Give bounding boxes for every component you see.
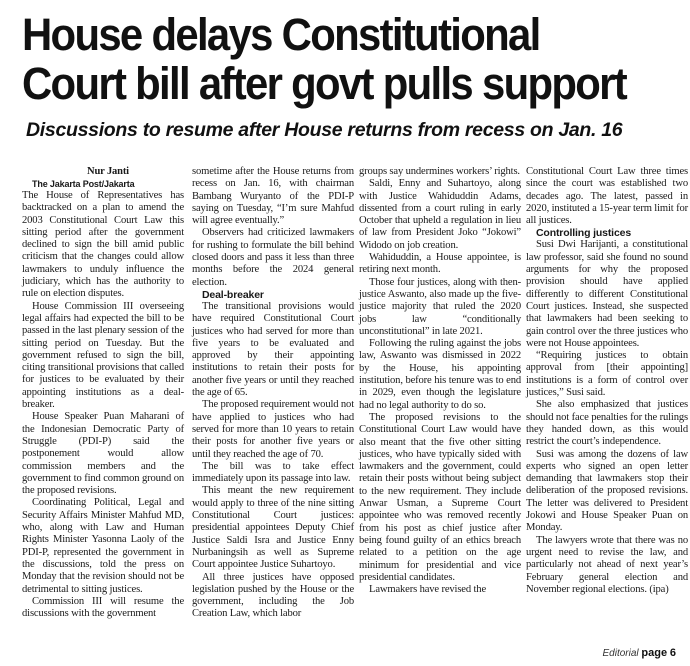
section-subheading: Controlling justices [536,227,632,240]
paragraph: She also emphasized that justices should not face penalties for the rulings they handed down, as this would restrict the court’s independence. [526,399,688,448]
paragraph: The House of Representatives has backtracked on a plan to amend the 2003 Constitutional Court Law this sitting period after the government declined to sign the bill amid public criticism that the changes could allow lawmakers to unduly influence the judiciary, which has the authority to rule on election disputes. [22,190,184,300]
byline: Nur Janti [87,166,129,177]
paragraph: Lawmakers have revised the [369,584,486,596]
paragraph: Following the ruling against the jobs law, Aswanto was dismissed in 2022 by the House, his appointing institution, before his tenure was to end in 2029, even though the legislature had no legal authority to do so. [359,338,521,411]
paragraph: The transitional provisions would have required Constitutional Court justices who had served for more than five years to be evaluated and approved by their appointing institutions to retain their posts for another five years or until they reached the age of 65. [192,300,354,399]
paragraph: Coordinating Political, Legal and Security Affairs Minister Mahfud MD, who, along with Law and Human Rights Minister Yasonna Laoly of the PDI-P, represented the government in the discussions, told the press on Monday that the revision should not be detrimental to sitting justices. [22,497,184,595]
paragraph: Susi was among the dozens of law experts who signed an open letter demanding that lawmakers stop their deliberation of the proposed revisions. The letter was delivered to President Jokowi and House Speaker Puan on Monday. [526,448,688,534]
article-column-4 [526,166,688,596]
paragraph: Susi Dwi Harijanti, a constitutional law professor, said she found no sound arguments for why the proposed provision should have applied differently to different Constitutional Court justices. Instead, she suspected that lawmakers had been seeking to gain control over the three justices who were not House appointees. [526,239,688,349]
paragraph: The lawyers wrote that there was no urgent need to revise the law, and particularly not ahead of next year’s February general election and November regional elections. (ipa) [526,534,688,595]
page-label: page [641,647,668,659]
source-dateline: The Jakarta Post/Jakarta [32,179,135,189]
headline [22,10,636,108]
headline-line-2: Court bill after govt pulls support [22,58,627,109]
section-name: Editorial [602,648,639,659]
paragraph: groups say undermines workers’ rights. [359,166,520,177]
paragraph: sometime after the House returns from recess on Jan. 16, with chairman Bambang Wuryanto of the PDI-P saying on Tuesday, “I’m sure Mahfud will agree eventually.” [192,166,354,227]
paragraph: The proposed revisions to the Constitutional Court Law would have also meant that the five other sitting justices, who have typically sided with lawmakers and the government, could retain their posts without being subject to the new requirement. They include Anwar Usman, a Supreme Court appointee who was removed recently from his post as chief justice after being found guilty of an ethics breach related to a petition on the age minimum for presidential and vice presidential candidates. [359,411,521,583]
paragraph: House Commission III overseeing legal affairs had expected the bill to be passed in the last plenary session of the sitting period on Tuesday. But the government refused to sign the bill, citing transitional provisions that called for justices to be evaluated by their appointing institutions as a deal-breaker. [22,300,184,411]
paragraph: Saldi, Enny and Suhartoyo, along with Justice Wahiduddin Adams, dissented from a court ruling in early October that upheld a regulation in lieu of law from President Joko “Jokowi” Widodo on job creation. [359,178,521,251]
subheadline: Discussions to resume after House returns from recess on Jan. 16 [26,119,623,141]
paragraph: Wahiduddin, a House appointee, is retiring next month. [359,252,521,276]
paragraph: Commission III will resume the discussions with the government [22,595,184,620]
article-column-2 [192,166,354,621]
paragraph: The proposed requirement would not have applied to justices who had served for more than 10 years to retain their posts for another five years or until they reached the age of 70. [192,399,355,460]
paragraph: House Speaker Puan Maharani of the Indonesian Democratic Party of Struggle (PDI-P) said the postponement would allow commission members and the government to find common ground on the proposed revisions. [22,411,184,497]
paragraph: Constitutional Court Law three times since the court was established two decades ago. The latest, passed in 2020, instituted a 15-year term limit for all justices. [526,166,688,227]
paragraph: Those four justices, along with then-justice Aswanto, also made up the five-justice majority that ruled the 2020 jobs law “conditionally unconstitutional” in late 2021. [359,276,521,337]
section-subheading: Deal-breaker [202,288,264,301]
paragraph: The bill was to take effect immediately upon its passage into law. [192,460,354,485]
paragraph: “Requiring justices to obtain approval from [their appointing] institutions is a form of control over justices,” Susi said. [526,350,688,399]
page-footer [602,647,676,659]
page-number: 6 [669,647,676,659]
headline-line-1: House delays Constitutional [22,9,540,60]
article-column-3 [359,166,521,596]
paragraph: All three justices have opposed legislation pushed by the House or the government, including the Job Creation Law, which labor [192,571,354,620]
article-column-1 [22,166,184,620]
paragraph: Observers had criticized lawmakers for rushing to formulate the bill behind closed doors and pass it less than three months before the 2024 general election. [192,227,354,288]
paragraph: This meant the new requirement would apply to three of the nine sitting Constitutional Court justices: presidential appointees Deputy Chief Justice Saldi Isra and Justice Enny Nurbaningsih as well as Supreme Court appointee Justice Suhartoyo. [192,485,354,571]
